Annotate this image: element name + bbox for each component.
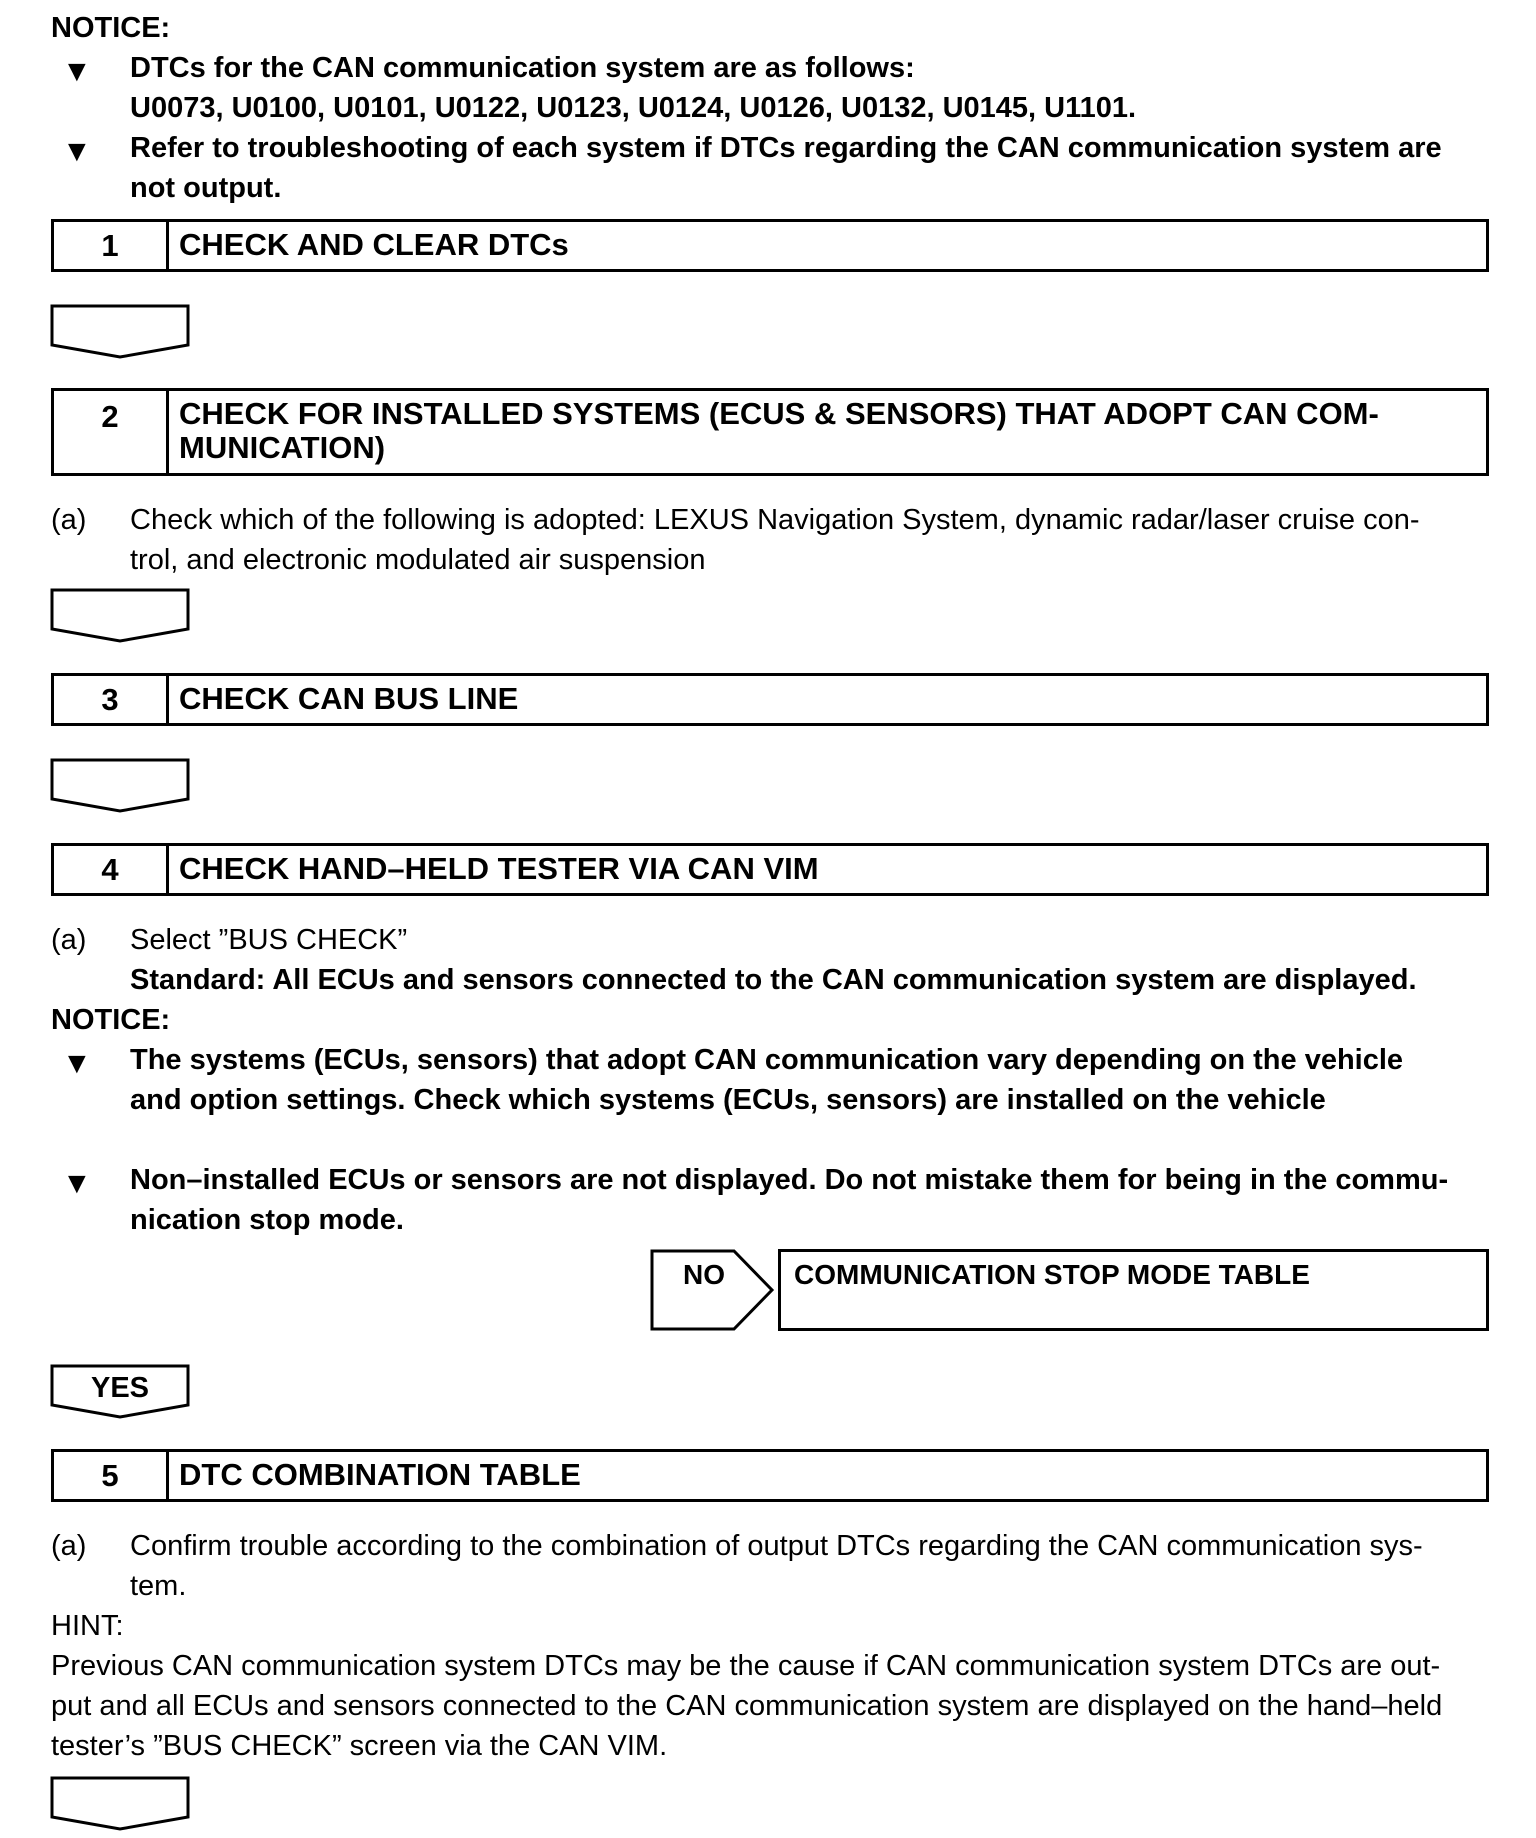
step-number: 4	[54, 846, 169, 893]
item-text: Confirm trouble according to the combination of output DTCs regarding the CAN communication sys-	[130, 1530, 1423, 1562]
step-title-continued: MUNICATION)	[179, 430, 386, 465]
hint-heading: HINT:	[51, 1610, 124, 1642]
flow-arrow-icon	[50, 758, 190, 813]
no-label: NO	[683, 1259, 725, 1290]
step-number: 3	[54, 676, 169, 723]
notice-text: and option settings. Check which systems (ECUs, sensors) are installed on the vehicle	[130, 1084, 1326, 1116]
item-text: tem.	[130, 1570, 187, 1602]
flow-arrow-icon	[50, 1776, 190, 1831]
step-number: 1	[54, 222, 169, 269]
step-header-3	[51, 673, 1489, 726]
no-result-text: COMMUNICATION STOP MODE TABLE	[794, 1259, 1310, 1290]
item-text: Select ”BUS CHECK”	[130, 924, 408, 956]
flow-arrow-icon	[50, 304, 190, 359]
bullet-icon: ▼	[62, 1047, 92, 1080]
step-title: CHECK AND CLEAR DTCs	[179, 227, 569, 262]
dtc-list-intro: DTCs for the CAN communication system are as follows:	[130, 52, 915, 84]
dtc-code-list: U0073, U0100, U0101, U0122, U0123, U0124, U0126, U0132, U0145, U1101.	[130, 92, 1137, 124]
notice-text: Refer to troubleshooting of each system if DTCs regarding the CAN communication system are	[130, 132, 1442, 164]
item-marker: (a)	[51, 1530, 87, 1562]
notice-text: nication stop mode.	[130, 1204, 404, 1236]
step-title: DTC COMBINATION TABLE	[179, 1457, 581, 1492]
bullet-icon: ▼	[62, 1167, 92, 1200]
no-result-box	[778, 1249, 1489, 1331]
notice-heading: NOTICE:	[51, 1004, 171, 1036]
notice-text: not output.	[130, 172, 282, 204]
bullet-icon: ▼	[62, 135, 92, 168]
step-header-4	[51, 843, 1489, 896]
step-title: CHECK HAND–HELD TESTER VIA CAN VIM	[179, 851, 819, 886]
hint-text: Previous CAN communication system DTCs may be the cause if CAN communication system DTCs are out-	[51, 1650, 1441, 1682]
item-text: trol, and electronic modulated air suspension	[130, 544, 706, 576]
step-title: CHECK FOR INSTALLED SYSTEMS (ECUS & SENSORS) THAT ADOPT CAN COM-	[179, 396, 1379, 431]
flow-arrow-icon	[50, 588, 190, 643]
step-number: 5	[54, 1452, 169, 1499]
notice-text: The systems (ECUs, sensors) that adopt CAN communication vary depending on the vehicle	[130, 1044, 1404, 1076]
standard-text: Standard: All ECUs and sensors connected to the CAN communication system are displayed.	[130, 964, 1417, 996]
step-header-1	[51, 219, 1489, 272]
hint-text: put and all ECUs and sensors connected to the CAN communication system are displayed on the hand–held	[51, 1690, 1443, 1722]
item-marker: (a)	[51, 504, 87, 536]
item-text: Check which of the following is adopted: LEXUS Navigation System, dynamic radar/laser cruise con-	[130, 504, 1420, 536]
step-header-5	[51, 1449, 1489, 1502]
step-header-2	[51, 388, 1489, 476]
step-number: 2	[54, 391, 169, 473]
step-title: CHECK CAN BUS LINE	[179, 681, 519, 716]
yes-label: YES	[90, 1372, 150, 1404]
hint-text: tester’s ”BUS CHECK” screen via the CAN VIM.	[51, 1730, 668, 1762]
notice-text: Non–installed ECUs or sensors are not displayed. Do not mistake them for being in the commu-	[130, 1164, 1449, 1196]
notice-heading: NOTICE:	[51, 12, 171, 44]
item-marker: (a)	[51, 924, 87, 956]
bullet-icon: ▼	[62, 55, 92, 88]
